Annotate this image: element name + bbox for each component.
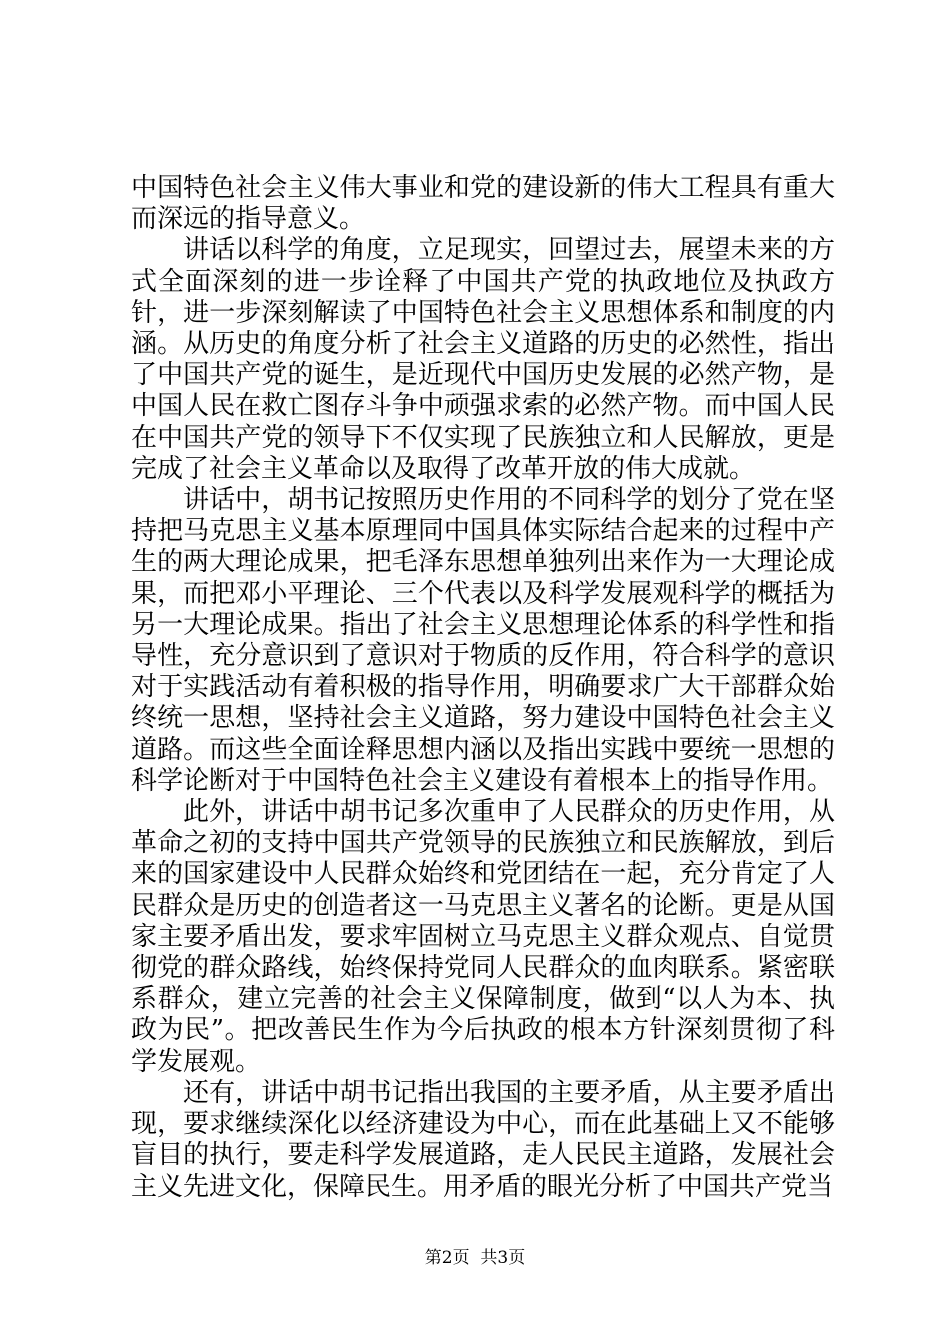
document-body <box>131 173 835 1203</box>
page-number-footer: 第2页 共3页 <box>424 1248 526 1268</box>
paragraph-speech-perspective: 讲话以科学的角度，立足现实，回望过去，展望未来的方式全面深刻的进一步诠释了中国共产党的执政地位及执政方针，进一步深刻解读了中国特色社会主义思想体系和制度的内涵。从历史的角度分析了社会主义道路的历史的必然性，指出了中国共产党的诞生，是近现代中国历史发展的必然产物，是中国人民在救亡图存斗争中顽强求索的必然产物。而中国人民在中国共产党的领导下不仅实现了民族独立和人民解放，更是完成了社会主义革命以及取得了改革开放的伟大成就。 <box>131 235 835 484</box>
paragraph-main-contradiction: 还有，讲话中胡书记指出我国的主要矛盾，从主要矛盾出现，要求继续深化以经济建设为中心，而在此基础上又不能够盲目的执行，要走科学发展道路，走人民民主道路，发展社会主义先进文化，保障民生。用矛盾的眼光分析了中国共产党当 <box>131 1077 835 1202</box>
paragraph-people-role: 此外，讲话中胡书记多次重申了人民群众的历史作用，从革命之初的支持中国共产党领导的民族独立和民族解放，到后来的国家建设中人民群众始终和党团结在一起，充分肯定了人民群众是历史的创造者这一马克思主义著名的论断。更是从国家主要矛盾出发，要求牢固树立马克思主义群众观点、自觉贯彻党的群众路线，始终保持党同人民群众的血肉联系。紧密联系群众，建立完善的社会主义保障制度，做到“以人为本、执政为民”。把改善民生作为今后执政的根本方针深刻贯彻了科学发展观。 <box>131 797 835 1077</box>
paragraph-theory-results: 讲话中，胡书记按照历史作用的不同科学的划分了党在坚持把马克思主义基本原理同中国具体实际结合起来的过程中产生的两大理论成果，把毛泽东思想单独列出来作为一大理论成果，而把邓小平理论、三个代表以及科学发展观科学的概括为另一大理论成果。指出了社会主义思想理论体系的科学性和指导性，充分意识到了意识对于物质的反作用，符合科学的意识对于实践活动有着积极的指导作用，明确要求广大干部群众始终统一思想，坚持社会主义道路，努力建设中国特色社会主义道路。而这些全面诠释思想内涵以及指出实践中要统一思想的科学论断对于中国特色社会主义建设有着根本上的指导作用。 <box>131 485 835 796</box>
paragraph-continuation: 中国特色社会主义伟大事业和党的建设新的伟大工程具有重大而深远的指导意义。 <box>131 173 835 235</box>
